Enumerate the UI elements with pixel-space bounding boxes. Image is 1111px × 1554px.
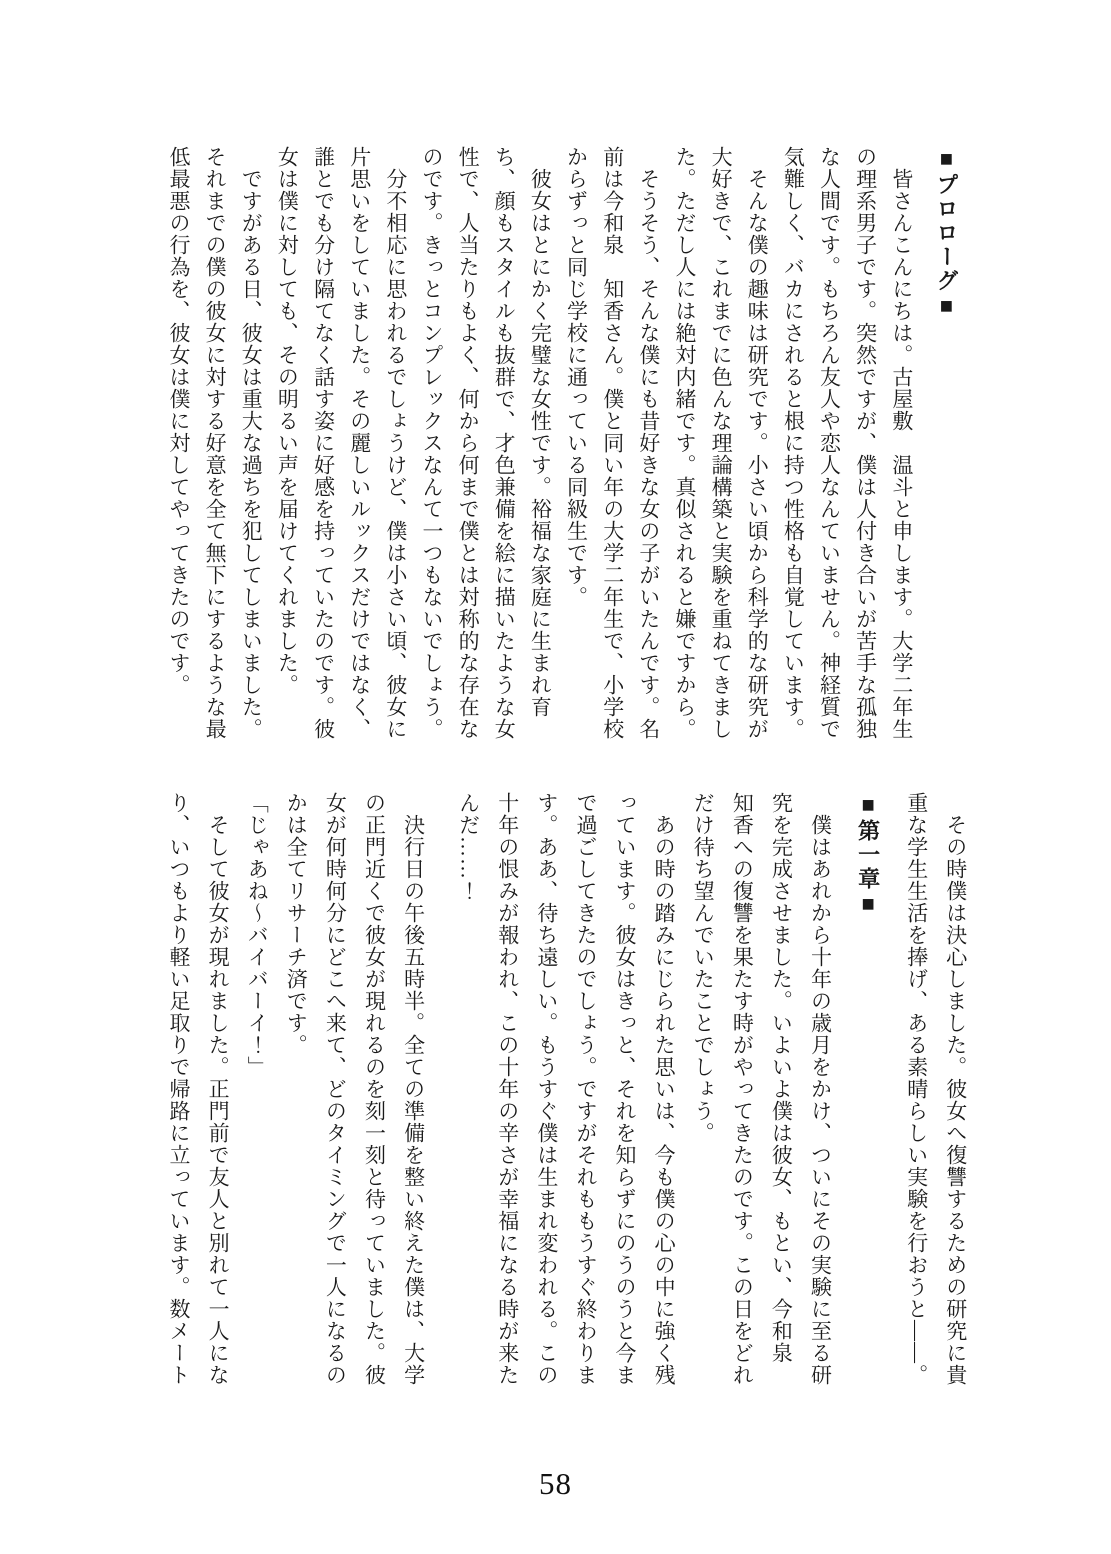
text-column: かは全てリサーチ済です。 (284, 792, 309, 1056)
text-column: 「じゃあね～バイバーイ！」 (245, 792, 270, 1078)
text-column: 皆さんこんにちは。古屋敷 温斗と申します。大学二年生 (889, 146, 914, 740)
text-column: 重な学生生活を捧げ、ある素晴らしい実験を行おうと――。 (904, 792, 929, 1386)
text-column: ち、顔もスタイルも抜群で、才色兼備を絵に描いたような女 (492, 146, 517, 740)
text-column: り、いつもより軽い足取りで帰路に立っています。数メート (167, 792, 191, 1386)
text-column: あの時の踏みにじられた思いは、今も僕の心の中に強く残 (652, 792, 677, 1386)
prologue-text-block (166, 146, 968, 766)
section-heading: ■第一章■ (855, 792, 881, 918)
text-column: 彼女はとにかく完璧な女性です。裕福な家庭に生まれ育 (528, 146, 553, 718)
text-column: んだ……！ (456, 792, 481, 902)
section-heading: ■プロローグ■ (933, 146, 959, 320)
text-column: 知香への復讐を果たす時がやってきたのです。この日をどれ (730, 792, 755, 1386)
text-column: そんな僕の趣味は研究です。小さい頃から科学的な研究が (745, 146, 770, 740)
text-column: 決行日の午後五時半。全ての準備を整い終えた僕は、大学 (401, 792, 426, 1386)
text-column: そして彼女が現れました。正門前で友人と別れて一人にな (206, 792, 231, 1386)
text-column: その時僕は決心しました。彼女へ復讐するための研究に貴 (943, 792, 968, 1386)
text-column: 片思いをしていました。その麗しいルックスだけではなく、 (347, 146, 372, 740)
text-column: 究を完成させました。いよいよ僕は彼女、もとい、今和泉 (769, 792, 794, 1364)
text-column: 性で、人当たりもよく、何から何まで僕とは対称的な存在な (456, 146, 481, 740)
text-column: の理系男子です。突然ですが、僕は人付き合いが苦手な孤独 (853, 146, 878, 740)
text-column: の正門近くで彼女が現れるのを刻一刻と待っていました。彼 (362, 792, 387, 1386)
text-column: からずっと同じ学校に通っている同級生です。 (564, 146, 589, 608)
text-column: す。ああ、待ち遠しい。もうすぐ僕は生まれ変われる。この (534, 792, 559, 1386)
text-column: 女は僕に対しても、その明るい声を届けてくれました。 (275, 146, 300, 696)
text-column: 僕はあれから十年の歳月をかけ、ついにその実験に至る研 (808, 792, 833, 1386)
text-column: 前は今和泉 知香さん。僕と同い年の大学二年生で、小学校 (600, 146, 625, 740)
text-column: た。ただし人には絶対内緒です。真似されると嫌ですから。 (672, 146, 697, 740)
text-column: 十年の恨みが報われ、この十年の辛さが幸福になる時が来た (495, 792, 520, 1386)
text-column: 気難しく、バカにされると根に持つ性格も自覚しています。 (781, 146, 806, 740)
text-column: な人間です。もちろん友人や恋人なんていません。神経質で (817, 146, 842, 740)
chapter-one-text-block (166, 792, 968, 1416)
text-column: だけ待ち望んでいたことでしょう。 (691, 792, 716, 1144)
text-column: 分不相応に思われるでしょうけど、僕は小さい頃、彼女に (383, 146, 408, 740)
text-column: のです。きっとコンプレックスなんて一つもないでしょう。 (419, 146, 444, 740)
text-column: そうそう、そんな僕にも昔好きな女の子がいたんです。名 (636, 146, 661, 740)
text-column: 誰とでも分け隔てなく話す姿に好感を持っていたのです。彼 (311, 146, 336, 740)
page-number: 58 (539, 1466, 572, 1501)
text-column: 大好きで、これまでに色んな理論構築と実験を重ねてきまし (709, 146, 734, 740)
text-column: 女が何時何分にどこへ来て、どのタイミングで一人になるの (323, 792, 348, 1386)
text-column: ですがある日、彼女は重大な過ちを犯してしまいました。 (239, 146, 264, 740)
text-column: っています。彼女はきっと、それを知らずにのうのうと今ま (613, 792, 638, 1386)
text-column: 低最悪の行為を、彼女は僕に対してやってきたのです。 (167, 146, 191, 696)
text-column: それまでの僕の彼女に対する好意を全て無下にするような最 (203, 146, 228, 740)
text-column: で過ごしてきたのでしょう。ですがそれももうすぐ終わりま (573, 792, 598, 1386)
